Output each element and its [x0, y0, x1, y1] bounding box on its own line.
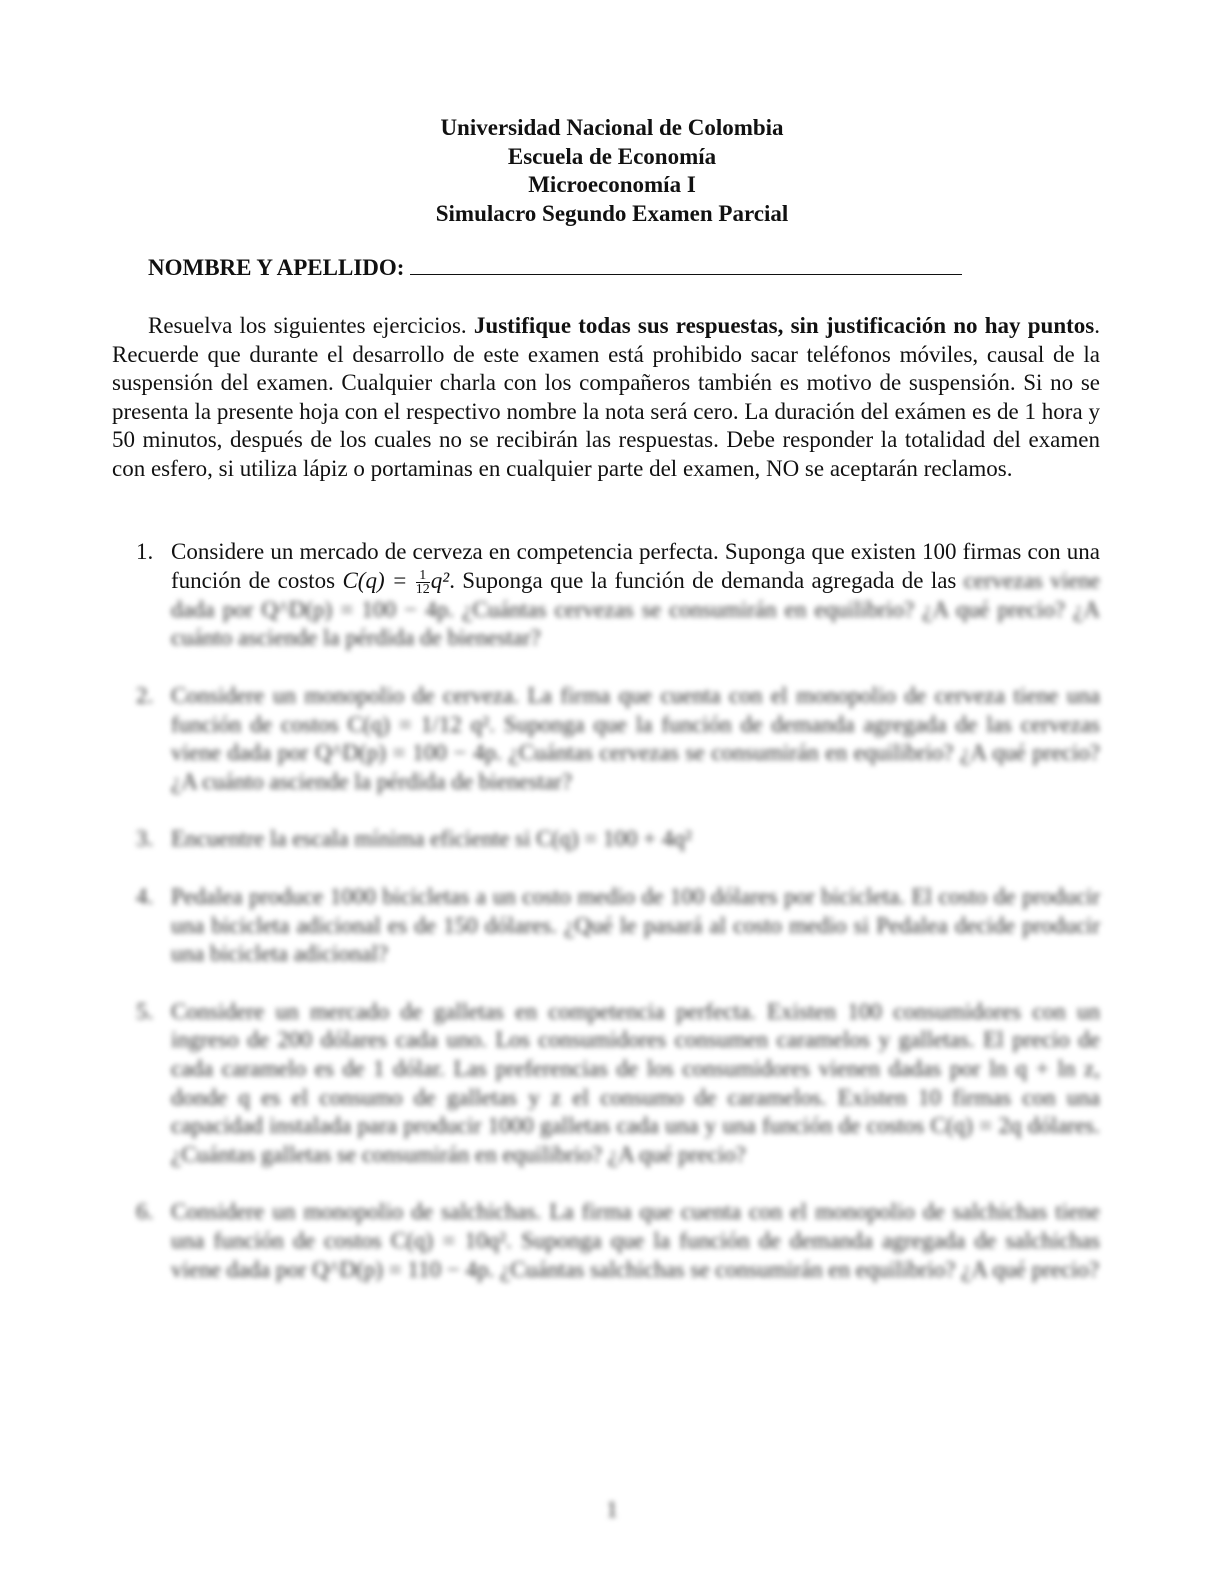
exercise-item — [112, 998, 1100, 1170]
cost-function: C(q) = — [342, 567, 408, 593]
exercise-number: 4. — [136, 883, 154, 909]
page-number: 1 — [606, 1497, 618, 1522]
instructions-bold: Justifique todas sus respuestas, sin justificación no hay puntos — [473, 313, 1095, 338]
exercise-item — [112, 825, 1100, 854]
exercise-text-cont: . Suponga que la función de demanda agregada de las — [449, 567, 957, 593]
exercise-item — [112, 538, 1100, 653]
course-name: Microeconomía I — [528, 172, 696, 198]
exercise-item — [112, 682, 1100, 796]
school-name: Escuela de Economía — [507, 143, 717, 169]
exercise-number: 5. — [136, 998, 154, 1024]
instructions-rest: . Recuerde que durante el desarrollo de este examen está prohibido sacar teléfonos móviles, causal de la suspensión del examen. Cualquier charla con los compañeros también es motivo de suspensión. Si no se presenta la presente hoja con el respectivo nombre la nota será cero. La duración del exámen es de 1 hora y 50 minutos, después de los cuales no se recibirán las respuestas. Debe responder la totalidad del examen con esfero, si utiliza lápiz o portaminas en cualquier parte del examen, NO se aceptarán reclamos. — [112, 313, 1100, 481]
name-blank-line[interactable] — [410, 254, 962, 275]
exercise-text-blurred: cervezas viene dada por Q^D(p) = 100 − 4p. ¿Cuántas cervezas se consumirán en equilibrio? ¿A qué precio? ¿A cuánto asciende la pérdida de bienestar? — [171, 567, 1100, 651]
document-header — [0, 114, 1224, 228]
exercise-item — [112, 1198, 1100, 1284]
exercise-text: Considere un mercado de galletas en competencia perfecta. Existen 100 consumidores con un ingreso de 200 dólares cada uno. Los consumidores consumen caramelos y galletas. El precio de cada caramelo es de 1 dólar. Las preferencias de los consumidores vienen dadas por ln q + ln z, donde q es el consumo de galletas y z el consumo de caramelos. Existen 10 firmas con una capacidad instalada para producir 1000 galletas cada una y una función de costos C(q) = 2q dólares. ¿Cuántas galletas se consumirán en equilibrio? ¿A qué precio? — [171, 998, 1100, 1167]
exercise-number: 2. — [136, 683, 154, 708]
exercise-text: Considere un monopolio de cerveza. La firma que cuenta con el monopolio de cerveza tiene una función de costos C(q) = 1/12 q². Suponga que la función de demanda agregada de las cervezas viene dada por Q^D(p) = 100 − 4p. ¿Cuántas cervezas se consumirán en equilibrio? ¿A qué precio? ¿A cuánto asciende la pérdida de bienestar? — [171, 683, 1100, 794]
exercise-text: Considere un mercado de cerveza en competencia perfecta. Suponga que existen 100 firmas con una función de costos — [171, 539, 1100, 593]
university-name: Universidad Nacional de Colombia — [440, 115, 784, 140]
fraction — [416, 569, 430, 596]
cost-function-tail: q² — [430, 567, 450, 593]
exam-title: Simulacro Segundo Examen Parcial — [435, 200, 789, 226]
instructions-lead: Resuelva los siguientes ejercicios. — [148, 313, 467, 338]
exercise-list — [112, 538, 1100, 1313]
exercise-text: Encuentre la escala mínima eficiente si C(q) = 100 + 4q² — [171, 826, 692, 852]
name-label: NOMBRE Y APELLIDO: — [148, 255, 405, 280]
instructions-paragraph — [112, 312, 1100, 484]
exercise-number: 6. — [136, 1199, 154, 1225]
exercise-item — [112, 883, 1100, 969]
exercise-number: 3. — [136, 826, 154, 852]
exercise-text: Pedalea produce 1000 bicicletas a un costo medio de 100 dólares por bicicleta. El costo de producir una bicicleta adicional es de 150 dólares. ¿Qué le pasará al costo medio si Pedalea decide producir una bicicleta adicional? — [171, 883, 1100, 967]
exercise-number: 1. — [136, 539, 154, 564]
fraction-denominator: 12 — [415, 581, 430, 597]
exercise-text: Considere un monopolio de salchichas. La firma que cuenta con el monopolio de salchichas tiene una función de costos C(q) = 10q². Suponga que la función de demanda agregada de salchichas viene dada por Q^D(p) = 110 − 4p. ¿Cuántas salchichas se consumirán en equilibrio? ¿A qué precio? — [171, 1199, 1100, 1282]
fraction-numerator: 1 — [419, 567, 427, 583]
name-field — [148, 254, 962, 283]
